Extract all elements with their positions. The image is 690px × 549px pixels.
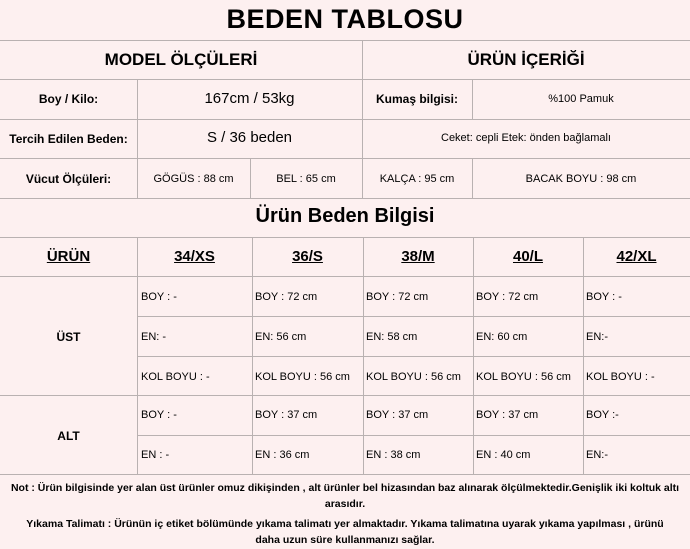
- vucut-label: Vücut Ölçüleri:: [25, 172, 112, 186]
- table-cell: EN: 60 cm: [476, 331, 528, 343]
- wash-instruction: Yıkama Talimatı : Ürünün iç etiket bölümünde yıkama talimatı yer almaktadır. Yıkama talimatına uyarak yıkama yapılması , ürünü: [26, 518, 664, 530]
- boy-kilo-label: Boy / Kilo:: [38, 92, 99, 106]
- divider: [0, 276, 690, 277]
- table-cell: BOY : 72 cm: [255, 291, 318, 303]
- product-header: ÜRÜN İÇERİĞİ: [467, 50, 585, 69]
- divider: [137, 316, 690, 317]
- table-cell: BOY : -: [141, 409, 177, 421]
- divider: [0, 395, 690, 396]
- table-cell: EN : 38 cm: [366, 449, 421, 461]
- table-cell: BOY : 37 cm: [476, 409, 539, 421]
- gogus-value: GÖGÜS : 88 cm: [153, 173, 234, 185]
- divider: [473, 237, 474, 474]
- table-cell: EN: 58 cm: [366, 331, 418, 343]
- table-cell: EN : 36 cm: [255, 449, 310, 461]
- divider: [0, 40, 690, 41]
- kumas-value: %100 Pamuk: [548, 93, 614, 105]
- divider: [0, 474, 690, 475]
- tercih-label: Tercih Edilen Beden:: [9, 132, 128, 146]
- size-header: 40/L: [512, 248, 543, 265]
- table-cell: BOY : 37 cm: [366, 409, 429, 421]
- size-info-header: Ürün Beden Bilgisi: [255, 205, 435, 227]
- tercih-value: S / 36 beden: [206, 129, 293, 146]
- divider: [252, 237, 253, 474]
- table-cell: BOY : 72 cm: [476, 291, 539, 303]
- boy-kilo-value: 167cm / 53kg: [204, 90, 295, 107]
- table-cell: KOL BOYU : 56 cm: [366, 371, 461, 383]
- col-product-header: ÜRÜN: [46, 248, 91, 265]
- divider: [137, 356, 690, 357]
- wash-instruction: daha uzun süre kullanmanızı sağlar.: [255, 534, 435, 546]
- divider: [0, 158, 690, 159]
- table-cell: KOL BOYU : 56 cm: [255, 371, 350, 383]
- kalca-value: KALÇA : 95 cm: [379, 173, 455, 185]
- model-header: MODEL ÖLÇÜLERİ: [104, 50, 258, 69]
- alt-label: ALT: [57, 429, 80, 443]
- divider: [0, 237, 690, 238]
- size-header: 34/XS: [174, 248, 215, 265]
- size-header: 38/M: [401, 248, 435, 265]
- size-header: 36/S: [292, 248, 323, 265]
- ust-label: ÜST: [56, 330, 81, 344]
- divider: [0, 79, 690, 80]
- note-line: arasıdır.: [324, 498, 366, 510]
- kumas-label: Kumaş bilgisi:: [375, 92, 458, 106]
- divider: [0, 119, 690, 120]
- table-cell: EN:-: [586, 449, 608, 461]
- divider: [0, 198, 690, 199]
- table-cell: BOY : -: [141, 291, 177, 303]
- table-cell: EN : -: [141, 449, 170, 461]
- page-title: BEDEN TABLOSU: [226, 4, 464, 34]
- divider: [137, 237, 138, 474]
- table-cell: BOY : -: [586, 291, 622, 303]
- table-cell: EN : 40 cm: [476, 449, 531, 461]
- bel-value: BEL : 65 cm: [276, 173, 336, 185]
- table-cell: BOY : 72 cm: [366, 291, 429, 303]
- table-cell: EN:-: [586, 331, 608, 343]
- bacak-value: BACAK BOYU : 98 cm: [525, 173, 637, 185]
- divider: [137, 435, 690, 436]
- note-line: Not : Ürün bilgisinde yer alan üst ürünler omuz dikişinden , alt ürünler bel hizasından baz alınarak ölçülmektedir.Genişlik iki koltuk altı: [10, 482, 680, 494]
- table-cell: KOL BOYU : -: [586, 371, 655, 383]
- size-header: 42/XL: [616, 248, 657, 265]
- divider: [363, 237, 364, 474]
- table-cell: EN: 56 cm: [255, 331, 307, 343]
- divider: [583, 237, 584, 474]
- table-cell: KOL BOYU : 56 cm: [476, 371, 571, 383]
- table-cell: KOL BOYU : -: [141, 371, 210, 383]
- product-detail: Ceket: cepli Etek: önden bağlamalı: [441, 132, 611, 144]
- table-cell: BOY : 37 cm: [255, 409, 318, 421]
- table-cell: EN: -: [141, 331, 167, 343]
- table-cell: BOY :-: [586, 409, 619, 421]
